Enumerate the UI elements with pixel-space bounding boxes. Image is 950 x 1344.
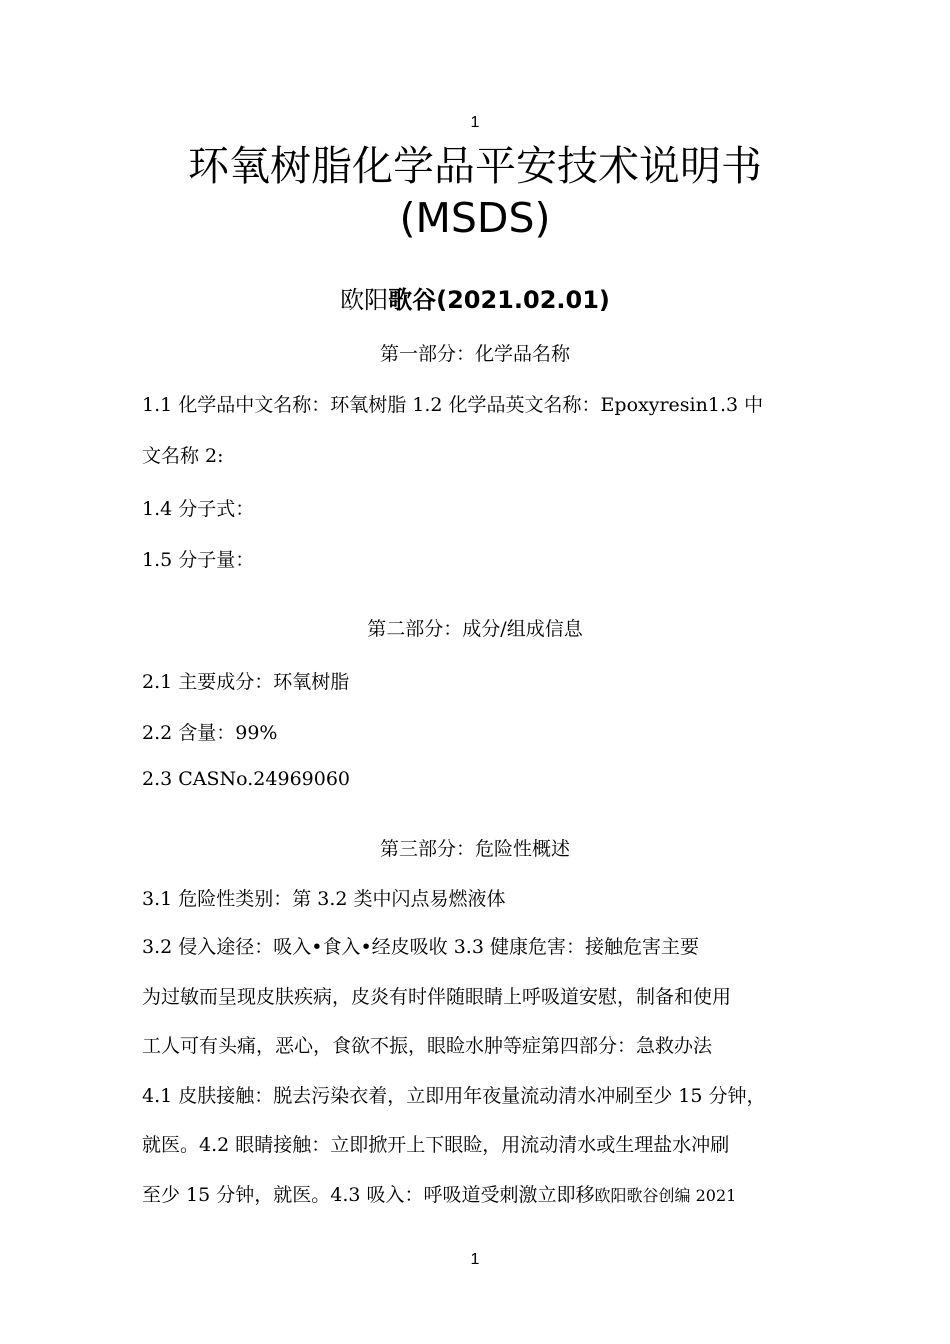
section-4-line-2: 就医。4.2 眼睛接触：立即掀开上下眼睑，用流动清水或生理盐水冲刷 (142, 1134, 730, 1156)
author-name-bold: 歌谷 (388, 286, 437, 314)
author-name-light: 欧阳 (340, 286, 389, 314)
author-date: (2021.02.01) (436, 286, 610, 314)
author-line (0, 280, 950, 315)
title-line-2: (MSDS) (399, 194, 551, 242)
section-3-line-4: 工人可有头痛，恶心，食欲不振，眼睑水肿等症第四部分：急救办法 (142, 1035, 713, 1057)
section-1-line-2: 文名称 2: (142, 445, 224, 467)
section-3-line-2: 3.2 侵入途径：吸入•食入•经皮吸收 3.3 健康危害：接触危害主要 (142, 936, 699, 958)
section-4-line-3-text: 至少 15 分钟，就医。4.3 吸入：呼吸道受刺激立即移 (142, 1184, 595, 1206)
section-2-line-2: 2.2 含量：99% (142, 722, 278, 744)
section-4-line-1: 4.1 皮肤接触：脱去污染衣着，立即用年夜量流动清水冲刷至少 15 分钟， (142, 1085, 766, 1107)
section-4-line-3-year: 2021 (690, 1186, 737, 1205)
section-2-heading: 第二部分：成分/组成信息 (367, 618, 583, 640)
document-title (0, 140, 950, 244)
section-1-line-4: 1.5 分子量： (142, 549, 255, 571)
section-3-heading: 第三部分：危险性概述 (379, 838, 570, 860)
title-line-1: 环氧树脂化学品平安技术说明书 (188, 142, 762, 190)
section-4-line-3 (142, 1180, 736, 1207)
section-2-line-3: 2.3 CASNo.24969060 (142, 768, 351, 790)
section-3-line-1: 3.1 危险性类别：第 3.2 类中闪点易燃液体 (142, 888, 506, 910)
section-1-line-3: 1.4 分子式： (142, 498, 255, 520)
section-2-line-1: 2.1 主要成分：环氧树脂 (142, 671, 350, 693)
section-4-line-3-watermark: 欧阳歌谷创编 (594, 1186, 691, 1205)
section-1-line-1: 1.1 化学品中文名称：环氧树脂 1.2 化学品英文名称：Epoxyresin1.3 中 (142, 394, 764, 416)
section-1-heading: 第一部分：化学品名称 (379, 343, 570, 365)
section-3-line-3: 为过敏而呈现皮肤疾病，皮炎有时伴随眼睛上呼吸道安慰，制备和使用 (142, 986, 732, 1008)
header-page-number: 1 (470, 114, 480, 131)
footer-page-number: 1 (470, 1251, 480, 1268)
